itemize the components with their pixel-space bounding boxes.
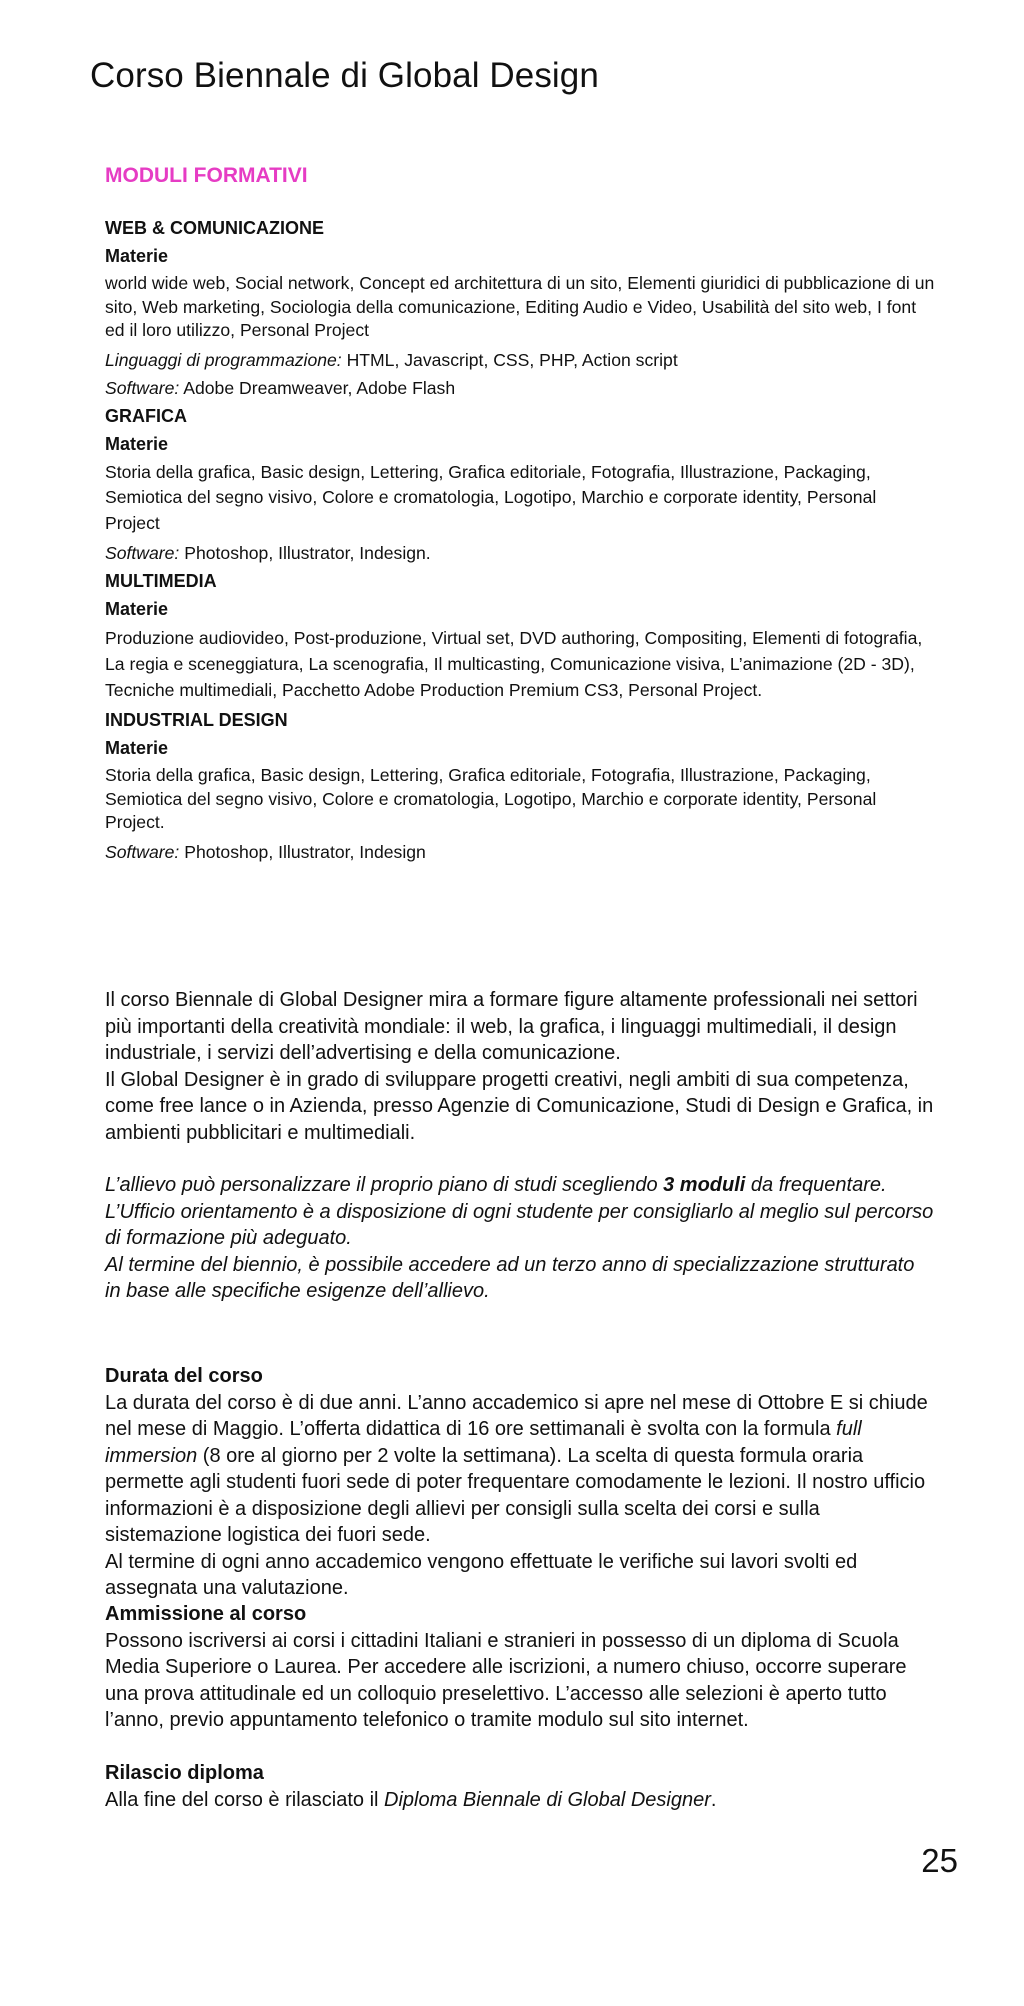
section-heading: Rilascio diploma <box>105 1762 264 1784</box>
module-web <box>105 214 935 402</box>
page-number: 25 <box>921 1842 958 1879</box>
italic-text: L’allievo può personalizzare il proprio piano di studi scegliendo <box>105 1174 664 1196</box>
module-grafica <box>105 402 935 568</box>
intro-paragraph: Il Global Designer è in grado di sviluppare progetti creativi, negli ambiti di sua competenza, come free lance o in Azienda, presso Agenzie di Comunicazione, Studi di Design e Grafica, in ambienti pubblicitari e multimediali. <box>105 1068 934 1144</box>
section-heading: Durata del corso <box>105 1365 263 1387</box>
software-line <box>105 838 935 866</box>
intro-paragraph: Il corso Biennale di Global Designer mira a formare figure altamente professionali nei settori più importanti della creatività mondiale: il web, la grafica, i linguaggi multimediali, il design industriale, i servizi dell’advertising e della comunicazione. <box>105 989 918 1064</box>
moduli-heading: MODULI FORMATIVI <box>105 164 308 187</box>
section-heading: Ammissione al corso <box>105 1603 307 1625</box>
body-text: La durata del corso è di due anni. L’anno accademico si apre nel mese di Ottobre E si chiude nel mese di Maggio. L’offerta didattica di 16 ore settimanali è svolta con la formula <box>105 1391 928 1440</box>
modules-list <box>105 214 935 866</box>
section-body <box>105 1390 935 1549</box>
software-line <box>105 539 935 567</box>
module-title: WEB & COMUNICAZIONE <box>105 218 324 238</box>
body-text: Alla fine del corso è rilasciato il <box>105 1788 385 1811</box>
ammissione-section <box>105 1601 935 1734</box>
durata-section <box>105 1363 935 1602</box>
module-subjects: world wide web, Social network, Concept ed architettura di un sito, Elementi giuridici di pubblicazione di un sito, Web marketing, Sociologia della comunicazione, Editing Audio e Video, Usabilità del sito web, I font ed il loro utilizzo, Personal Project <box>105 273 935 340</box>
software-value: Photoshop, Illustrator, Indesign. <box>179 543 431 563</box>
software-value: Adobe Dreamweaver, Adobe Flash <box>179 377 456 398</box>
module-multimedia <box>105 567 935 703</box>
body-text: (8 ore al giorno per 2 volte la settimana). La scelta di questa formula oraria permette agli studenti fuori sede di poter frequentare comodamente le lezioni. Il nostro ufficio informazioni è a disposizione degli allievi per consigli sulla scelta dei corsi e sulla sistemazione logistica dei fuori sede. <box>105 1444 926 1546</box>
module-title: MULTIMEDIA <box>105 571 217 591</box>
rilascio-section <box>105 1760 935 1813</box>
languages-line <box>105 346 935 374</box>
italic-note <box>105 1172 935 1305</box>
section-body: Possono iscriversi ai corsi i cittadini Italiani e stranieri in possesso di un diploma di Scuola Media Superiore o Laurea. Per accedere alle iscrizioni, a numero chiuso, occorre superare una prova attitudinale ed un colloquio preselettivo. L’accesso alle selezioni è aperto tutto l’anno, previo appuntamento telefonico o tramite modulo sul sito internet. <box>105 1629 907 1731</box>
languages-value: HTML, Javascript, CSS, PHP, Action script <box>341 349 678 370</box>
languages-label: Linguaggi di programmazione: <box>105 349 342 370</box>
module-industrial-design <box>105 706 935 866</box>
materie-label: Materie <box>105 599 169 619</box>
section-body <box>105 1787 935 1814</box>
intro-text <box>105 987 935 1146</box>
software-line <box>105 374 935 402</box>
italic-paragraph: Al termine del biennio, è possibile accedere ad un terzo anno di specializzazione strutturato in base alle specifiche esigenze dell’allievo. <box>105 1253 915 1302</box>
materie-label: Materie <box>105 738 169 758</box>
body-text: . <box>710 1788 717 1811</box>
page-title: Corso Biennale di Global Design <box>90 56 599 95</box>
software-label: Software: <box>105 841 180 862</box>
module-subjects: Produzione audiovideo, Post-produzione, Virtual set, DVD authoring, Compositing, Elementi di fotografia, La regia e sceneggiatura, La scenografia, Il multicasting, Comunicazione visiva, L’animazione (2D - 3D), Tecniche multimediali, Pacchetto Adobe Production Premium CS3, Personal Project. <box>105 628 923 700</box>
module-subjects: Storia della grafica, Basic design, Lettering, Grafica editoriale, Fotografia, Illustrazione, Packaging, Semiotica del segno visivo, Colore e cromatologia, Logotipo, Marchio e corporate identity, Personal Project <box>105 461 877 533</box>
materie-label: Materie <box>105 246 169 266</box>
italic-emphasis: full immersion <box>105 1418 862 1467</box>
bold-emphasis: 3 moduli <box>663 1174 746 1196</box>
software-value: Photoshop, Illustrator, Indesign <box>179 841 426 862</box>
software-label: Software: <box>105 377 180 398</box>
module-subjects: Storia della grafica, Basic design, Lettering, Grafica editoriale, Fotografia, Illustrazione, Packaging, Semiotica del segno visivo, Colore e cromatologia, Logotipo, Marchio e corporate identity, Personal Project. <box>105 765 877 832</box>
section-body: Al termine di ogni anno accademico vengono effettuate le verifiche sui lavori svolti ed assegnata una valutazione. <box>105 1550 858 1599</box>
module-title: GRAFICA <box>105 405 187 426</box>
italic-text: da frequentare. L’Ufficio orientamento è a disposizione di ogni studente per consigliarlo al meglio sul percorso di formazione più adeguato. <box>105 1174 934 1249</box>
italic-emphasis: Diploma Biennale di Global Designer <box>384 1788 711 1811</box>
software-label: Software: <box>105 543 180 563</box>
module-title: INDUSTRIAL DESIGN <box>105 710 288 730</box>
italic-paragraph <box>105 1172 935 1252</box>
materie-label: Materie <box>105 433 169 454</box>
